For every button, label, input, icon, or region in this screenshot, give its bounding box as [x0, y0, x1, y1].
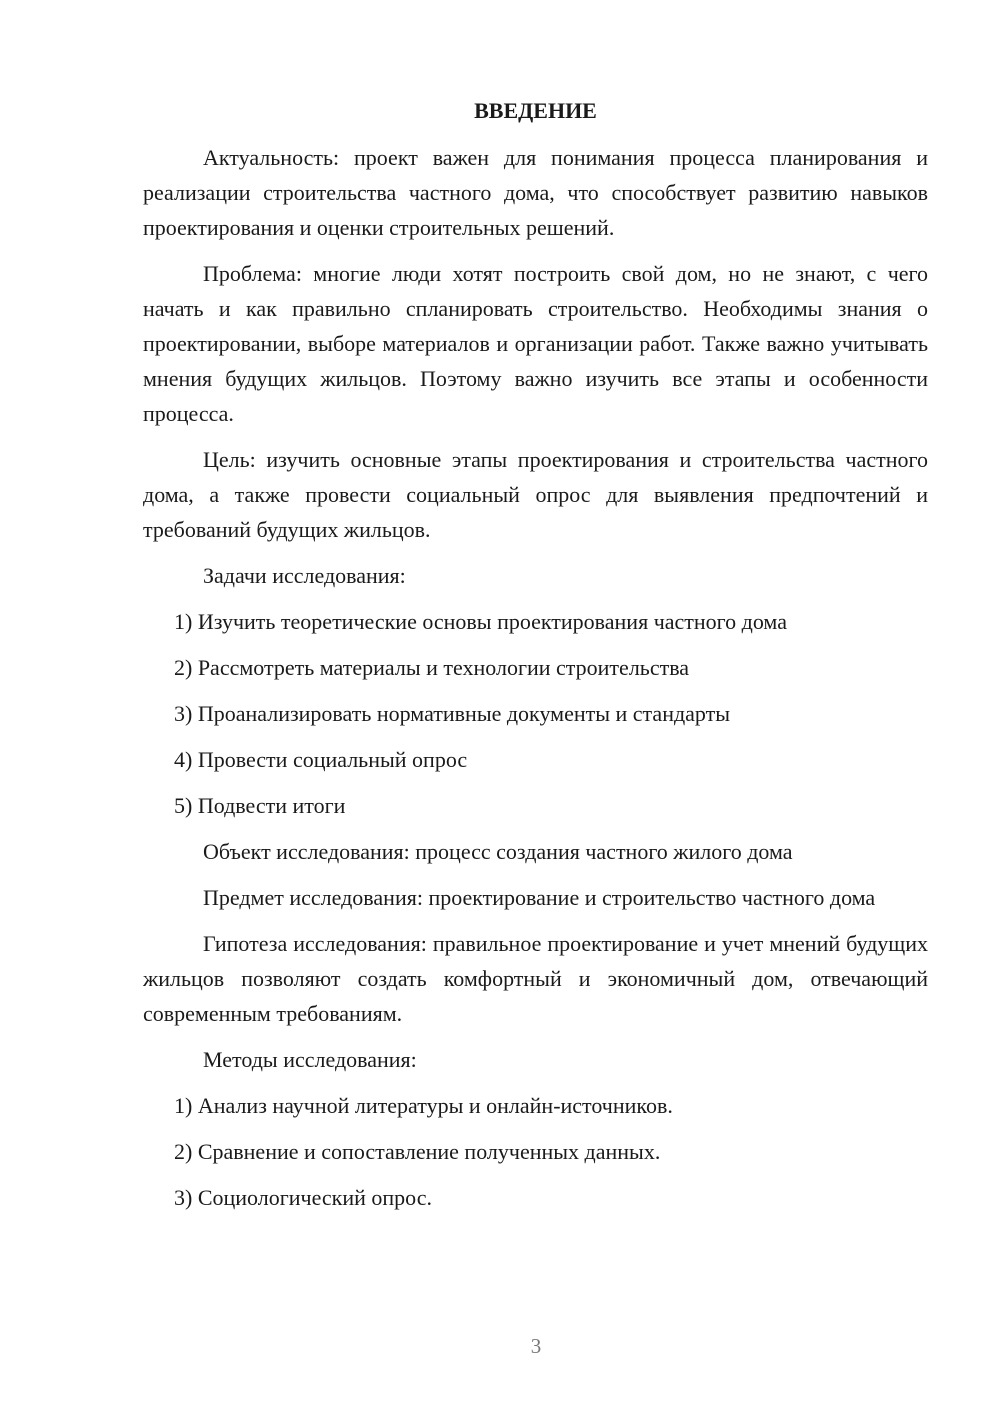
- page-number: 3: [530, 1334, 542, 1358]
- document-page: [143, 95, 928, 1226]
- subject-paragraph: Предмет исследования: проектирование и строительство частного дома: [203, 885, 876, 910]
- object-paragraph: Объект исследования: процесс создания частного жилого дома: [203, 839, 793, 864]
- list-item: 2) Рассмотреть материалы и технологии строительства: [174, 655, 690, 680]
- list-item: 1) Анализ научной литературы и онлайн-источников.: [174, 1093, 673, 1118]
- list-item: 4) Провести социальный опрос: [174, 747, 468, 772]
- tasks-heading: Задачи исследования:: [203, 563, 406, 588]
- tasks-list: [143, 604, 928, 823]
- relevance-paragraph: Актуальность: проект важен для понимания процесса планирования и реализации строительства частного дома, что способствует развитию навыков проектирования и оценки строительных решений.: [143, 145, 928, 240]
- goal-paragraph: Цель: изучить основные этапы проектирования и строительства частного дома, а также провести социальный опрос для выявления предпочтений и требований будущих жильцов.: [143, 447, 928, 542]
- list-item: 1) Изучить теоретические основы проектирования частного дома: [174, 609, 787, 634]
- hypothesis-paragraph: Гипотеза исследования: правильное проектирование и учет мнений будущих жильцов позволяют создать комфортный и экономичный дом, отвечающий современным требованиям.: [143, 931, 928, 1026]
- list-item: 3) Социологический опрос.: [174, 1185, 432, 1210]
- methods-list: [143, 1088, 928, 1215]
- list-item: 2) Сравнение и сопоставление полученных данных.: [174, 1139, 661, 1164]
- list-item: 3) Проанализировать нормативные документы и стандарты: [174, 701, 731, 726]
- problem-paragraph: Проблема: многие люди хотят построить свой дом, но не знают, с чего начать и как правильно спланировать строительство. Необходимы знания о проектировании, выборе материалов и организации работ. Также важно учитывать мнения будущих жильцов. Поэтому важно изучить все этапы и особенности процесса.: [143, 261, 928, 426]
- methods-heading: Методы исследования:: [203, 1047, 417, 1072]
- list-item: 5) Подвести итоги: [174, 793, 346, 818]
- section-title: ВВЕДЕНИЕ: [474, 98, 597, 123]
